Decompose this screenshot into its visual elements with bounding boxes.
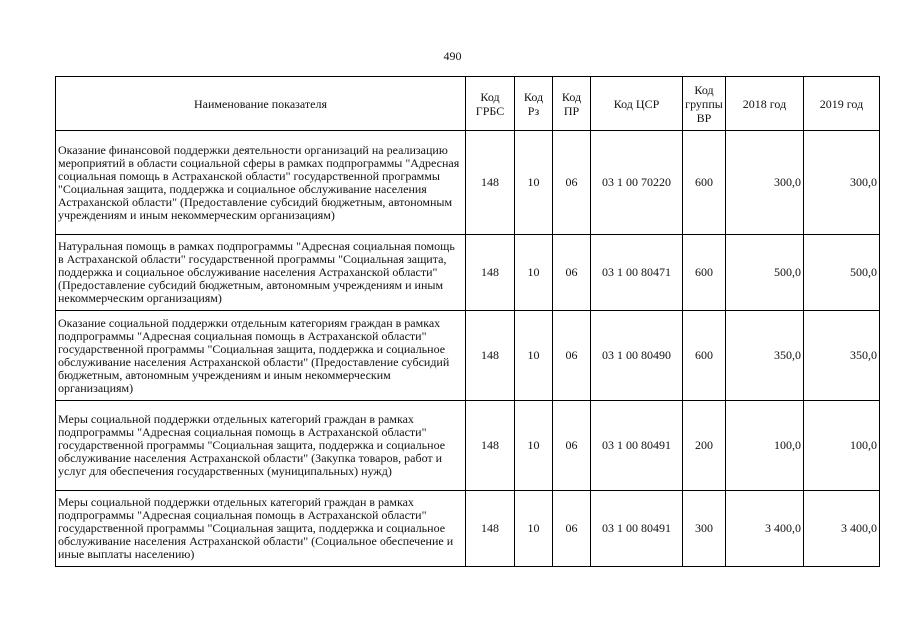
row-name: Меры социальной поддержки отдельных категорий граждан в рамках подпрограммы "Адресная социальная помощь в Астраханской области" государственной программы "Социальная защита, поддержка и социальное обслуживание населения Астраханской области" (Социальное обеспечение и иные выплаты населению) xyxy=(56,491,466,567)
row-rz: 10 xyxy=(515,131,553,235)
row-2019: 350,0 xyxy=(804,311,880,401)
row-vr: 600 xyxy=(683,131,726,235)
row-csr: 03 1 00 80491 xyxy=(591,491,683,567)
row-2019: 100,0 xyxy=(804,401,880,491)
row-grbs: 148 xyxy=(466,311,515,401)
header-row xyxy=(56,77,880,131)
table-row xyxy=(56,131,880,235)
row-vr: 600 xyxy=(683,235,726,311)
row-name: Натуральная помощь в рамках подпрограммы "Адресная социальная помощь в Астраханской области" государственной программы "Социальная защита, поддержка и социальное обслуживание населения Астраханской области" (Предоставление субсидий бюджетным, автономным учреждениям и иным некоммерческим организациям) xyxy=(56,235,466,311)
row-pr: 06 xyxy=(553,491,591,567)
row-vr: 600 xyxy=(683,311,726,401)
header-vr: Код группы ВР xyxy=(683,77,726,131)
header-2019: 2019 год xyxy=(804,77,880,131)
row-2018: 300,0 xyxy=(726,131,804,235)
row-rz: 10 xyxy=(515,401,553,491)
row-csr: 03 1 00 80471 xyxy=(591,235,683,311)
row-name: Оказание социальной поддержки отдельным категориям граждан в рамках подпрограммы "Адресная социальная помощь в Астраханской области" государственной программы "Социальная защита, поддержка и социальное обслуживание населения Астраханской области" (Предоставление субсидий бюджетным, автономным учреждениям и иным некоммерческим организациям) xyxy=(56,311,466,401)
header-rz: Код Рз xyxy=(515,77,553,131)
row-grbs: 148 xyxy=(466,401,515,491)
row-2018: 3 400,0 xyxy=(726,491,804,567)
row-name: Оказание финансовой поддержки деятельности организаций на реализацию мероприятий в области социальной сферы в рамках подпрограммы "Адресная социальная помощь в Астраханской области" государственной программы "Социальная защита, поддержка и социальное обслуживание населения Астраханской области" (Предоставление субсидий бюджетным, автономным учреждениям и иным некоммерческим организациям) xyxy=(56,131,466,235)
row-2018: 350,0 xyxy=(726,311,804,401)
row-2019: 3 400,0 xyxy=(804,491,880,567)
row-csr: 03 1 00 70220 xyxy=(591,131,683,235)
row-grbs: 148 xyxy=(466,491,515,567)
page-number: 490 xyxy=(443,49,462,63)
table-row xyxy=(56,491,880,567)
row-pr: 06 xyxy=(553,235,591,311)
header-name: Наименование показателя xyxy=(56,77,466,131)
table-row xyxy=(56,401,880,491)
budget-table xyxy=(55,76,880,567)
row-pr: 06 xyxy=(553,131,591,235)
row-name: Меры социальной поддержки отдельных категорий граждан в рамках подпрограммы "Адресная социальная помощь в Астраханской области" государственной программы "Социальная защита, поддержка и социальное обслуживание населения Астраханской области" (Закупка товаров, работ и услуг для обеспечения государственных (муниципальных) нужд) xyxy=(56,401,466,491)
row-2019: 500,0 xyxy=(804,235,880,311)
row-rz: 10 xyxy=(515,491,553,567)
row-csr: 03 1 00 80491 xyxy=(591,401,683,491)
row-grbs: 148 xyxy=(466,131,515,235)
row-csr: 03 1 00 80490 xyxy=(591,311,683,401)
row-2019: 300,0 xyxy=(804,131,880,235)
row-rz: 10 xyxy=(515,235,553,311)
header-csr: Код ЦСР xyxy=(591,77,683,131)
table-row xyxy=(56,311,880,401)
row-vr: 300 xyxy=(683,491,726,567)
header-pr: Код ПР xyxy=(553,77,591,131)
row-2018: 100,0 xyxy=(726,401,804,491)
row-grbs: 148 xyxy=(466,235,515,311)
row-pr: 06 xyxy=(553,401,591,491)
row-pr: 06 xyxy=(553,311,591,401)
table-row xyxy=(56,235,880,311)
header-grbs: Код ГРБС xyxy=(466,77,515,131)
header-2018: 2018 год xyxy=(726,77,804,131)
row-vr: 200 xyxy=(683,401,726,491)
row-rz: 10 xyxy=(515,311,553,401)
row-2018: 500,0 xyxy=(726,235,804,311)
